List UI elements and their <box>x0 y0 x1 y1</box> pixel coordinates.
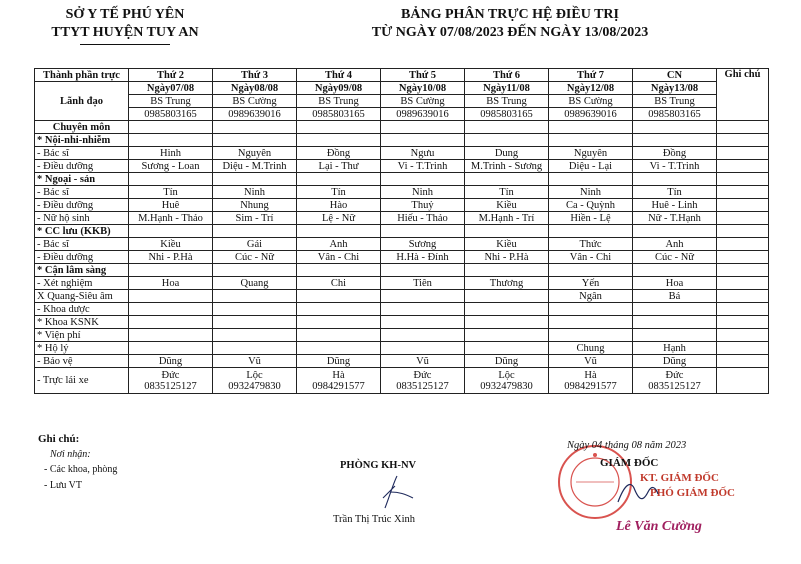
cell <box>129 316 213 329</box>
cell: Vi - T.Trinh <box>633 160 717 173</box>
cell <box>717 342 769 355</box>
driver-phone: 0932479830 <box>480 380 533 392</box>
cell <box>213 121 297 134</box>
cell <box>717 147 769 160</box>
driver-phone: 0984291577 <box>312 380 365 392</box>
cell <box>549 264 633 277</box>
lanh-dao-phones-row <box>35 108 769 121</box>
cell: Dũng <box>297 355 381 368</box>
cell <box>717 121 769 134</box>
cell: Đồng <box>633 147 717 160</box>
table-row <box>35 329 769 342</box>
driver-name: Đức <box>413 369 432 381</box>
table-row <box>35 238 769 251</box>
driver-name: Lộc <box>498 369 515 381</box>
cell <box>213 225 297 238</box>
row-label: - Bảo vệ <box>35 355 129 368</box>
cell <box>297 225 381 238</box>
cell: Hạnh <box>633 342 717 355</box>
org-line-1: SỞ Y TẾ PHÚ YÊN <box>65 7 185 22</box>
cell <box>633 121 717 134</box>
driver-cell <box>549 368 633 394</box>
cell <box>129 225 213 238</box>
row-label: - Khoa dược <box>35 303 129 316</box>
cell <box>549 329 633 342</box>
cell <box>213 290 297 303</box>
row-label: * Hộ lý <box>35 342 129 355</box>
cell: Sim - Trí <box>213 212 297 225</box>
cell: Thương <box>465 277 549 290</box>
cell <box>129 303 213 316</box>
cell <box>717 212 769 225</box>
recipient-item: - Các khoa, phòng <box>44 464 118 475</box>
signer-2-name: Lê Văn Cường <box>616 519 702 534</box>
cell: Lại - Thư <box>297 160 381 173</box>
cell <box>465 290 549 303</box>
cell: Cúc - Nữ <box>213 251 297 264</box>
cell <box>381 342 465 355</box>
cell <box>297 121 381 134</box>
cell <box>465 303 549 316</box>
driver-phone: 0932479830 <box>228 380 281 392</box>
cell <box>381 290 465 303</box>
driver-phone: 0835125127 <box>144 380 197 392</box>
row-label: - Điều dưỡng <box>35 160 129 173</box>
cell <box>213 173 297 186</box>
cell: Tín <box>297 186 381 199</box>
row-label: - Bác sĩ <box>35 238 129 251</box>
row-label: X Quang-Siêu âm <box>35 290 129 303</box>
cell: Nhung <box>213 199 297 212</box>
cell: BS Cường <box>549 95 633 108</box>
cell <box>381 173 465 186</box>
cell <box>297 316 381 329</box>
driver-cell <box>213 368 297 394</box>
cell: Vũ <box>213 355 297 368</box>
table-row <box>35 121 769 134</box>
cell <box>717 160 769 173</box>
section-label: Chuyên môn <box>35 121 129 134</box>
table-header-row <box>35 69 769 82</box>
cell <box>129 329 213 342</box>
cell: Hào <box>297 199 381 212</box>
cell: Hoa <box>633 277 717 290</box>
table-row <box>35 199 769 212</box>
cell: Diệu - Lại <box>549 160 633 173</box>
cell: Ngân <box>549 290 633 303</box>
day-header: Thứ 7 <box>549 69 633 82</box>
cell: M.Hạnh - Trí <box>465 212 549 225</box>
cell <box>633 225 717 238</box>
cell <box>549 225 633 238</box>
cell <box>717 316 769 329</box>
signature-2-image <box>612 478 662 508</box>
cell: BS Cường <box>381 95 465 108</box>
row-label: - Nữ hộ sinh <box>35 212 129 225</box>
cell: Tín <box>633 186 717 199</box>
cell: Hinh <box>129 147 213 160</box>
cell: Hiếu - Thảo <box>381 212 465 225</box>
cell: Vân - Chi <box>549 251 633 264</box>
cell <box>381 303 465 316</box>
cell: BS Trung <box>129 95 213 108</box>
table-row <box>35 264 769 277</box>
doc-subtitle: TỪ NGÀY 07/08/2023 ĐẾN NGÀY 13/08/2023 <box>371 25 649 40</box>
cell: Diệu - M.Trinh <box>213 160 297 173</box>
cell <box>129 290 213 303</box>
table-row <box>35 212 769 225</box>
cell <box>549 316 633 329</box>
table-row <box>35 160 769 173</box>
driver-name: Lộc <box>246 369 263 381</box>
cell: Thức <box>549 238 633 251</box>
duty-table <box>34 68 769 394</box>
notes-label: Ghi chú: <box>38 433 80 445</box>
driver-phone: 0984291577 <box>564 380 617 392</box>
department-label: PHÒNG KH-NV <box>340 460 417 471</box>
cell: Bá <box>633 290 717 303</box>
cell <box>717 368 769 394</box>
driver-cell <box>381 368 465 394</box>
cell: BS Trung <box>297 95 381 108</box>
driver-name: Đức <box>161 369 180 381</box>
day-header: Thứ 6 <box>465 69 549 82</box>
deputy-director-title: PHÓ GIÁM ĐỐC <box>650 487 735 499</box>
cell: Quang <box>213 277 297 290</box>
cell: Dũng <box>465 355 549 368</box>
cell: Ca - Quỳnh <box>549 199 633 212</box>
cell: 0989639016 <box>381 108 465 121</box>
row-label: * Viện phí <box>35 329 129 342</box>
cell: H.Hà - Đính <box>381 251 465 264</box>
section-label: * CC lưu (KKB) <box>35 225 129 238</box>
driver-name: Đức <box>665 369 684 381</box>
acting-director-title: KT. GIÁM ĐỐC <box>640 472 719 484</box>
cell: 0989639016 <box>213 108 297 121</box>
cell <box>717 238 769 251</box>
cell <box>381 121 465 134</box>
cell: Chung <box>549 342 633 355</box>
row-label: * Khoa KSNK <box>35 316 129 329</box>
cell: Ngưu <box>381 147 465 160</box>
cell: Hoa <box>129 277 213 290</box>
cell: BS Trung <box>465 95 549 108</box>
cell <box>717 225 769 238</box>
table-row <box>35 355 769 368</box>
cell: Dũng <box>633 355 717 368</box>
date-cell: Ngày07/08 <box>129 82 213 95</box>
cell <box>717 251 769 264</box>
cell <box>297 290 381 303</box>
cell: Kiều <box>129 238 213 251</box>
director-title: GIÁM ĐỐC <box>600 457 659 469</box>
cell <box>465 316 549 329</box>
cell <box>129 134 213 147</box>
cell: Hiền - Lệ <box>549 212 633 225</box>
row-label: - Trực lái xe <box>35 368 129 394</box>
day-header: Thứ 4 <box>297 69 381 82</box>
driver-name: Hà <box>332 369 345 381</box>
cell <box>297 134 381 147</box>
table-row <box>35 173 769 186</box>
cell: Nguyên <box>213 147 297 160</box>
driver-cell <box>297 368 381 394</box>
cell: Vũ <box>381 355 465 368</box>
cell <box>213 329 297 342</box>
cell: 0985803165 <box>297 108 381 121</box>
cell: Kiều <box>465 199 549 212</box>
recipients-label: Nơi nhận: <box>50 449 91 460</box>
cell: Dũng <box>129 355 213 368</box>
cell <box>129 121 213 134</box>
cell <box>633 303 717 316</box>
lanh-dao-label: Lãnh đạo <box>35 82 129 121</box>
table-row <box>35 277 769 290</box>
cell <box>381 134 465 147</box>
cell: Tín <box>465 186 549 199</box>
table-row <box>35 368 769 394</box>
org-line-2: TTYT HUYỆN TUY AN <box>51 25 199 40</box>
cell <box>717 173 769 186</box>
table-row <box>35 134 769 147</box>
cell <box>549 121 633 134</box>
cell: Lệ - Nữ <box>297 212 381 225</box>
row-label: - Bác sĩ <box>35 186 129 199</box>
cell <box>549 134 633 147</box>
cell: Đồng <box>297 147 381 160</box>
date-cell: Ngày12/08 <box>549 82 633 95</box>
cell: Vi - T.Trinh <box>381 160 465 173</box>
cell <box>633 134 717 147</box>
cell <box>549 303 633 316</box>
cell: M.Hạnh - Thảo <box>129 212 213 225</box>
date-cell: Ngày10/08 <box>381 82 465 95</box>
cell <box>633 264 717 277</box>
cell: Ninh <box>381 186 465 199</box>
cell: BS Trung <box>633 95 717 108</box>
cell: Tiên <box>381 277 465 290</box>
date-cell: Ngày13/08 <box>633 82 717 95</box>
cell: Nữ - T.Hạnh <box>633 212 717 225</box>
cell: Vân - Chi <box>297 251 381 264</box>
cell: Dung <box>465 147 549 160</box>
cell <box>213 316 297 329</box>
table-row <box>35 303 769 316</box>
cell <box>717 290 769 303</box>
table-row <box>35 251 769 264</box>
cell <box>213 264 297 277</box>
cell <box>465 264 549 277</box>
cell: Anh <box>633 238 717 251</box>
doc-title: BẢNG PHÂN TRỰC HỆ ĐIỀU TRỊ <box>401 7 619 22</box>
cell <box>381 329 465 342</box>
cell: 0989639016 <box>549 108 633 121</box>
cell: Nhi - P.Hà <box>129 251 213 264</box>
cell: Ninh <box>213 186 297 199</box>
cell <box>213 342 297 355</box>
driver-name: Hà <box>584 369 597 381</box>
cell <box>717 277 769 290</box>
table-row <box>35 290 769 303</box>
row-label: - Xét nghiệm <box>35 277 129 290</box>
cell <box>717 134 769 147</box>
cell <box>549 173 633 186</box>
driver-phone: 0835125127 <box>648 380 701 392</box>
org-header <box>30 6 220 45</box>
cell: Thuỷ <box>381 199 465 212</box>
cell <box>465 121 549 134</box>
cell <box>717 303 769 316</box>
day-header: Thứ 5 <box>381 69 465 82</box>
day-header: Thứ 2 <box>129 69 213 82</box>
cell: Sương <box>381 238 465 251</box>
cell: Ninh <box>549 186 633 199</box>
cell <box>465 329 549 342</box>
cell: Huê - Linh <box>633 199 717 212</box>
cell: Gái <box>213 238 297 251</box>
cell: Anh <box>297 238 381 251</box>
cell <box>717 264 769 277</box>
cell <box>297 173 381 186</box>
signature-1-image <box>365 474 425 510</box>
cell: BS Cường <box>213 95 297 108</box>
signer-1-name: Trần Thị Trúc Xinh <box>333 514 415 525</box>
cell <box>465 134 549 147</box>
cell <box>717 355 769 368</box>
cell: 0985803165 <box>633 108 717 121</box>
cell: Huê <box>129 199 213 212</box>
cell <box>633 173 717 186</box>
table-row <box>35 342 769 355</box>
cell <box>213 134 297 147</box>
table-row <box>35 316 769 329</box>
doc-header <box>320 6 700 42</box>
driver-cell <box>465 368 549 394</box>
recipient-item: - Lưu VT <box>44 480 83 491</box>
date-row <box>35 82 769 95</box>
cell <box>717 199 769 212</box>
cell: Kiều <box>465 238 549 251</box>
cell <box>633 329 717 342</box>
section-label: * Cận lâm sàng <box>35 264 129 277</box>
cell <box>717 186 769 199</box>
cell: 0985803165 <box>129 108 213 121</box>
driver-phone: 0835125127 <box>396 380 449 392</box>
row-label: - Bác sĩ <box>35 147 129 160</box>
cell <box>465 342 549 355</box>
cell <box>381 316 465 329</box>
row-label: - Điều dưỡng <box>35 199 129 212</box>
cell: Tín <box>129 186 213 199</box>
cell: M.Trinh - Sương <box>465 160 549 173</box>
date-cell: Ngày09/08 <box>297 82 381 95</box>
issue-date: Ngày 04 tháng 08 năm 2023 <box>567 440 687 451</box>
cell <box>633 316 717 329</box>
cell <box>381 225 465 238</box>
cell <box>297 342 381 355</box>
day-header: Thứ 3 <box>213 69 297 82</box>
header-cell: Thành phần trực <box>35 69 129 82</box>
cell: 0985803165 <box>465 108 549 121</box>
driver-cell <box>129 368 213 394</box>
section-label: * Nội-nhi-nhiễm <box>35 134 129 147</box>
cell <box>717 329 769 342</box>
day-header: CN <box>633 69 717 82</box>
cell <box>297 303 381 316</box>
driver-cell <box>633 368 717 394</box>
cell: Yến <box>549 277 633 290</box>
table-row <box>35 186 769 199</box>
cell <box>213 303 297 316</box>
cell <box>297 329 381 342</box>
cell: Chi <box>297 277 381 290</box>
cell <box>129 173 213 186</box>
cell <box>465 173 549 186</box>
section-label: * Ngoại - sản <box>35 173 129 186</box>
cell <box>297 264 381 277</box>
cell: Nhi - P.Hà <box>465 251 549 264</box>
cell <box>129 264 213 277</box>
table-row <box>35 225 769 238</box>
cell: Vũ <box>549 355 633 368</box>
table-row <box>35 147 769 160</box>
row-label: - Điều dưỡng <box>35 251 129 264</box>
cell <box>129 342 213 355</box>
cell <box>381 264 465 277</box>
cell: Nguyên <box>549 147 633 160</box>
date-cell: Ngày08/08 <box>213 82 297 95</box>
cell: Cúc - Nữ <box>633 251 717 264</box>
cell: Sương - Loan <box>129 160 213 173</box>
lanh-dao-names-row <box>35 95 769 108</box>
date-cell: Ngày11/08 <box>465 82 549 95</box>
org-underline <box>80 44 170 45</box>
cell <box>465 225 549 238</box>
notes-header: Ghi chú <box>717 69 769 121</box>
